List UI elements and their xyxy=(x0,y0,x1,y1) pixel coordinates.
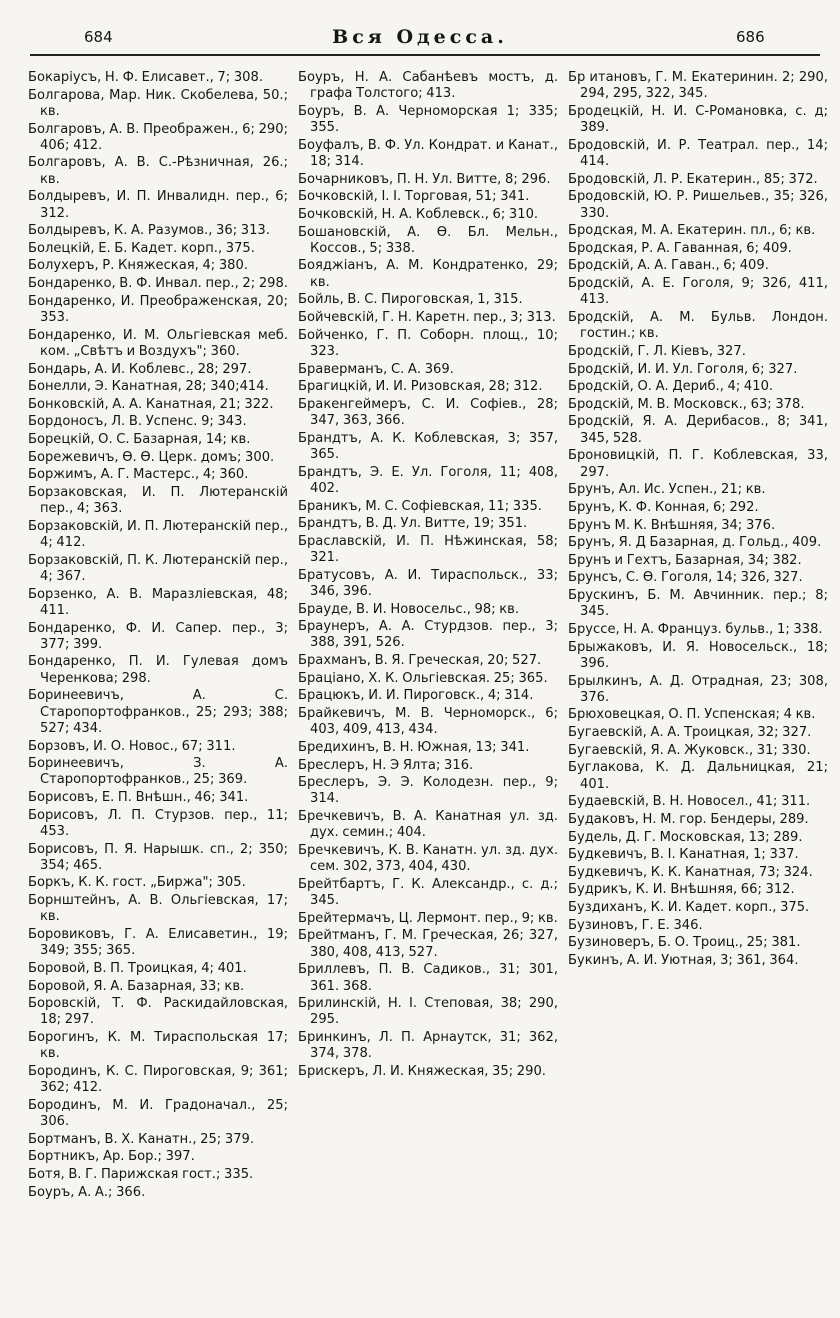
directory-entry: Борецкій, О. С. Базарная, 14; кв. xyxy=(28,432,251,448)
directory-entry: Брауде, В. И. Новосельс., 98; кв. xyxy=(298,601,520,617)
directory-entry: Брилинскій, Н. І. Степовая, 38; 290, 295. xyxy=(298,996,558,1028)
directory-entry: Бугаевскій, А. А. Троицкая, 32; 327. xyxy=(568,725,812,741)
directory-entry: Бонелли, Э. Канатная, 28; 340;414. xyxy=(28,379,269,395)
directory-entry: Брахманъ, В. Я. Греческая, 20; 527. xyxy=(298,653,542,669)
directory-entry: Бортникъ, Ар. Бор.; 397. xyxy=(28,1149,195,1165)
directory-entry: Бондарь, А. И. Коблевс., 28; 297. xyxy=(28,361,252,377)
directory-entry: Боровой, В. П. Троицкая, 4; 401. xyxy=(28,960,247,976)
directory-entry: Борежевичъ, Ѳ. Ѳ. Церк. домъ; 300. xyxy=(28,449,275,465)
directory-entry: Борогинъ, К. М. Тираспольская 17; кв. xyxy=(28,1030,288,1062)
directory-entry: Бокаріусъ, Н. Ф. Елисавет., 7; 308. xyxy=(28,70,263,85)
directory-entry: Брунъ М. К. Внѣшняя, 34; 376. xyxy=(568,517,776,533)
directory-entry: Бойчевскій, Г. Н. Каретн. пер., 3; 313. xyxy=(298,310,556,326)
directory-entry: Брандтъ, В. Д. Ул. Витте, 19; 351. xyxy=(298,516,528,532)
directory-entry: Браунеръ, А. А. Стурдзов. пер., 3; 388, 391, 526. xyxy=(298,619,558,651)
directory-entry: Борисовъ, Л. П. Стурзов. пер., 11; 453. xyxy=(28,807,288,839)
directory-entry: Братусовъ, А. И. Тираспольск., 33; 346, 396. xyxy=(298,567,558,599)
directory-entry: Бошановскій, А. Ѳ. Бл. Мельн., Коссов., 5; 338. xyxy=(298,224,558,256)
directory-entry: Бродскій, И. И. Ул. Гоголя, 6; 327. xyxy=(568,361,798,377)
directory-entry: Борзаковскій, П. К. Лютеранскій пер., 4; 367. xyxy=(28,552,288,585)
directory-entry: Бриллевъ, П. В. Садиков., 31; 301, 361. 368. xyxy=(298,962,558,994)
directory-entry: Бордоносъ, Л. В. Успенс. 9; 343. xyxy=(28,414,247,430)
directory-entry: Брунсъ, С. Ѳ. Гоголя, 14; 326, 327. xyxy=(568,570,803,586)
directory-entry: Браверманъ, С. А. 369. xyxy=(298,361,454,377)
directory-entry: Бродскій, М. В. Московск., 63; 378. xyxy=(568,396,805,412)
column-1 xyxy=(28,70,288,1314)
directory-entry: Брейтманъ, Г. М. Греческая, 26; 327, 380, 408, 413, 527. xyxy=(298,928,558,960)
directory-entry: Бугаевскій, Я. А. Жуковск., 31; 330. xyxy=(568,742,811,758)
directory-entry: Брискеръ, Л. И. Княжеская, 35; 290. xyxy=(298,1063,546,1079)
directory-entry: Борисовъ, П. Я. Нарышк. сп., 2; 350; 354; 465. xyxy=(28,841,288,873)
directory-entry: Бродская, М. А. Екатерин. пл., 6; кв. xyxy=(568,223,816,239)
directory-entry: Бойль, В. С. Пироговская, 1, 315. xyxy=(298,292,523,308)
directory-entry: Бочарниковъ, П. Н. Ул. Витте, 8; 296. xyxy=(298,171,551,187)
directory-entry: Брунъ, Ал. Ис. Успен., 21; кв. xyxy=(568,482,766,498)
directory-entry: Брунъ, К. Ф. Конная, 6; 292. xyxy=(568,499,759,515)
directory-entry: Будель, Д. Г. Московская, 13; 289. xyxy=(568,829,803,845)
directory-entry: Боркъ, К. К. гост. „Биржа"; 305. xyxy=(28,875,246,891)
directory-entry: Браникъ, М. С. Софіевская, 11; 335. xyxy=(298,498,542,514)
directory-entry: Борзаковская, И. П. Лютеранскій пер., 4; 363. xyxy=(28,485,288,517)
directory-entry: Бортманъ, В. Х. Канатн., 25; 379. xyxy=(28,1131,255,1147)
directory-entry: Бондаренко, П. И. Гулевая домъ Черенкова; 298. xyxy=(28,654,288,686)
directory-entry: Бруссе, Н. А. Француз. бульв., 1; 338. xyxy=(568,621,823,637)
directory-entry: Будкевичъ, К. К. Канатная, 73; 324. xyxy=(568,864,813,880)
directory-entry: Боржимъ, А. Г. Мастерс., 4; 360. xyxy=(28,467,249,483)
directory-entry: Бочковскій, І. І. Торговая, 51; 341. xyxy=(298,189,530,205)
directory-entry: Бродскій, А. Е. Гоголя, 9; 326, 411, 413. xyxy=(568,276,828,308)
directory-entry: Брунъ, Я. Д Базарная, д. Гольд., 409. xyxy=(568,535,822,551)
directory-entry: Бузиноверъ, Б. О. Троиц., 25; 381. xyxy=(568,935,801,951)
directory-entry: Болухеръ, Р. Княжеская, 4; 380. xyxy=(28,258,248,274)
directory-entry: Болгаровъ, А. В. С.-Рѣзничная, 26.; кв. xyxy=(28,155,288,187)
directory-entry: Бродовскій, Л. Р. Екатерин., 85; 372. xyxy=(568,171,818,187)
directory-entry: Боринеевичъ, З. А. Старопортофранков., 25; 369. xyxy=(28,756,288,788)
directory-entry: Бродскій, А. А. Гаван., 6; 409. xyxy=(568,258,769,274)
directory-entry: Брацiано, Х. К. Ольгіевская. 25; 365. xyxy=(298,670,548,686)
header-rule xyxy=(30,54,820,56)
directory-entry: Бредихинъ, В. Н. Южная, 13; 341. xyxy=(298,739,530,755)
directory-entry: Бородинъ, К. С. Пироговская, 9; 361; 362; 412. xyxy=(28,1063,288,1096)
page-title: Вся Одесса. xyxy=(332,26,508,48)
directory-entry: Буздиханъ, К. И. Кадет. корп., 375. xyxy=(568,900,810,916)
page-header xyxy=(0,0,840,60)
directory-entry: Бонковскій, А. А. Канатная, 21; 322. xyxy=(28,396,274,412)
directory-entry: Борисовъ, Е. П. Внѣшн., 46; 341. xyxy=(28,790,249,806)
directory-entry: Болдыревъ, К. А. Разумов., 36; 313. xyxy=(28,223,270,239)
directory-entry: Болдыревъ, И. П. Инвалидн. пер., 6; 312. xyxy=(28,189,288,221)
directory-entry: Борзенко, А. В. Маразліевская, 48; 411. xyxy=(28,586,288,618)
page-number-left: 684 xyxy=(84,28,113,46)
directory-entry: Бринкинъ, Л. П. Арнаутск, 31; 362, 374, 378. xyxy=(298,1030,558,1062)
directory-entry: Борзовъ, И. О. Новос., 67; 311. xyxy=(28,738,236,754)
directory-entry: Брылкинъ, А. Д. Отрадная, 23; 308, 376. xyxy=(568,673,828,705)
directory-entry: Бояджіанъ, А. М. Кондратенко, 29; кв. xyxy=(298,258,558,290)
directory-entry: Букинъ, А. И. Уютная, 3; 361, 364. xyxy=(568,952,799,968)
directory-entry: Болгаровъ, А. В. Преображен., 6; 290; 406; 412. xyxy=(28,121,288,153)
directory-entry: Брандтъ, Э. Е. Ул. Гоголя, 11; 408, 402. xyxy=(298,464,558,496)
directory-entry: Брюховецкая, О. П. Успенская; 4 кв. xyxy=(568,707,816,723)
directory-entry: Борнштейнъ, А. В. Ольгіевская, 17; кв. xyxy=(28,893,288,925)
directory-entry: Бродовскій, Ю. Р. Ришельев., 35; 326, 330. xyxy=(568,189,828,221)
directory-entry: Бродскій, О. А. Дериб., 4; 410. xyxy=(568,379,774,395)
directory-entry: Бондаренко, Ф. И. Сапер. пер., 3; 377; 399. xyxy=(28,620,288,652)
directory-entry: Бондаренко, В. Ф. Инвал. пер., 2; 298. xyxy=(28,276,288,292)
directory-entry: Будаковъ, Н. М. гор. Бендеры, 289. xyxy=(568,811,809,827)
directory-entry: Бродскій, Я. А. Дерибасов., 8; 341, 345, 528. xyxy=(568,414,828,446)
directory-entry: Брейтермачъ, Ц. Лермонт. пер., 9; кв. xyxy=(298,910,558,926)
directory-entry: Брандтъ, А. К. Коблевская, 3; 357, 365. xyxy=(298,430,558,462)
column-2 xyxy=(298,70,558,1314)
directory-entry: Боринеевичъ, А. С. Старопортофранков., 25; 293; 388; 527; 434. xyxy=(28,688,288,736)
directory-entry: Бузиновъ, Г. Е. 346. xyxy=(568,917,703,933)
directory-entry: Бондаренко, И. Преображенская, 20; 353. xyxy=(28,293,288,326)
directory-entry: Бр итановъ, Г. М. Екатеринин. 2; 290, 294, 295, 322, 345. xyxy=(568,70,828,102)
directory-entry: Бречкевичъ, К. В. Канатн. ул. зд. дух. сем. 302, 373, 404, 430. xyxy=(298,842,558,875)
directory-entry: Будкевичъ, В. І. Канатная, 1; 337. xyxy=(568,847,799,863)
directory-entry: Брыжаковъ, И. Я. Новосельск., 18; 396. xyxy=(568,639,828,671)
directory-entry: Брейтбартъ, Г. К. Александр., с. д.; 345. xyxy=(298,876,558,909)
directory-entry: Броновицкій, П. Г. Коблевская, 33, 297. xyxy=(568,448,828,480)
directory-entry: Буглакова, К. Д. Дальницкая, 21; 401. xyxy=(568,760,828,792)
directory-entry: Бречкевичъ, В. А. Канатная ул. зд. дух. семин.; 404. xyxy=(298,809,558,841)
directory-entry: Бракенгеймеръ, С. И. Софіев., 28; 347, 363, 366. xyxy=(298,396,558,429)
directory-entry: Бродская, Р. А. Гаванная, 6; 409. xyxy=(568,240,792,256)
directory-entry: Бочковскій, Н. А. Коблевск., 6; 310. xyxy=(298,206,539,222)
directory-entry: Бондаренко, И. М. Ольгіевская меб. ком. „Свѣтъ и Воздухъ"; 360. xyxy=(28,327,288,359)
directory-entry: Бродецкій, Н. И. С-Романовка, с. д; 389. xyxy=(568,103,828,136)
directory-entry: Бреслеръ, Э. Э. Колодезн. пер., 9; 314. xyxy=(298,775,558,807)
page-number-right: 686 xyxy=(736,28,765,46)
directory-entry: Бородинъ, М. И. Градоначал., 25; 306. xyxy=(28,1097,288,1130)
directory-entry: Браславскій, И. П. Нѣжинская, 58; 321. xyxy=(298,533,558,566)
directory-entry: Брагицкій, И. И. Ризовская, 28; 312. xyxy=(298,379,543,395)
directory-entry: Болецкій, Е. Б. Кадет. корп., 375. xyxy=(28,240,255,256)
directory-entry: Ботя, В. Г. Парижская гост.; 335. xyxy=(28,1167,254,1183)
directory-entry: Будаевскій, В. Н. Новосел., 41; 311. xyxy=(568,794,811,810)
directory-entry: Брайкевичъ, М. В. Черноморск., 6; 403, 409, 413, 434. xyxy=(298,706,558,738)
directory-entry: Боуръ, А. А.; 366. xyxy=(28,1184,146,1200)
directory-entry: Брунъ и Гехтъ, Базарная, 34; 382. xyxy=(568,552,802,568)
directory-entry: Бродовскій, И. Р. Театрал. пер., 14; 414. xyxy=(568,137,828,170)
directory-entry: Боуръ, В. А. Черноморская 1; 335; 355. xyxy=(298,103,558,136)
directory-entry: Борзаковскій, И. П. Лютеранскій пер., 4; 412. xyxy=(28,518,288,551)
directory-entry: Брацюкъ, И. И. Пироговск., 4; 314. xyxy=(298,688,534,704)
directory-entry: Боровскій, Т. Ф. Раскидайловская, 18; 297. xyxy=(28,996,288,1028)
directory-entry: Болгарова, Мар. Ник. Скобелева, 50.; кв. xyxy=(28,87,288,119)
directory-entry: Боуфалъ, В. Ф. Ул. Кондрат. и Канат., 18; 314. xyxy=(298,137,558,170)
directory-entry: Бойченко, Г. П. Соборн. площ., 10; 323. xyxy=(298,327,558,359)
directory-entry: Бродскій, Г. Л. Кіевъ, 327. xyxy=(568,343,746,359)
directory-entry: Боровиковъ, Г. А. Елисаветин., 19; 349; 355; 365. xyxy=(28,927,288,959)
directory-entry: Бреслеръ, Н. Э Ялта; 316. xyxy=(298,757,474,773)
directory-entry: Боуръ, Н. А. Сабанѣевъ мостъ, д. графа Толстого; 413. xyxy=(298,70,558,102)
directory-entry: Бродскій, А. М. Бульв. Лондон. гостин.; кв. xyxy=(568,310,828,342)
directory-columns xyxy=(28,70,830,1314)
directory-entry: Боровой, Я. А. Базарная, 33; кв. xyxy=(28,978,245,994)
directory-entry: Будрикъ, К. И. Внѣшняя, 66; 312. xyxy=(568,882,795,898)
column-3 xyxy=(568,70,828,1314)
directory-entry: Брускинъ, Б. М. Авчинник. пер.; 8; 345. xyxy=(568,588,828,620)
